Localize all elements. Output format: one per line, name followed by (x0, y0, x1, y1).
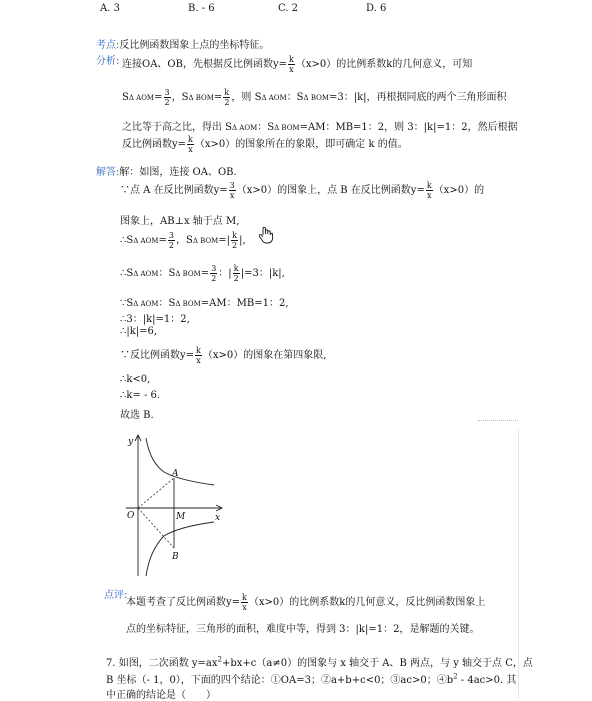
hand-cursor-icon (258, 226, 274, 244)
fraction-k-over-2 (223, 88, 230, 107)
text: ∴S (120, 268, 134, 279)
text: ，S (171, 92, 189, 103)
text: ：S (257, 122, 275, 133)
fenxi-line3 (122, 118, 518, 133)
jieda-line6: ∴3：|k|=1：2, (120, 314, 190, 325)
text: =3：|k|，再根据同底的两个三角形面积 (329, 92, 507, 103)
text: = (154, 92, 163, 103)
curve-lower (146, 522, 214, 576)
kaodian-tag: 考点: (96, 40, 120, 51)
text: +bx+c（a≠0）的图象与 x 轴交于 A、B 两点，与 y 轴交于点 C，点 (222, 658, 533, 669)
text: 7. 如图，二次函数 y=ax (106, 658, 218, 669)
fraction-k-over-x (195, 346, 202, 365)
jieda-line1 (120, 181, 484, 200)
q7-line3: 中正确的结论是（ ） (106, 690, 216, 701)
numerator: k (233, 264, 239, 273)
subscript: Δ BOM (274, 124, 300, 132)
text: =| (218, 235, 231, 246)
numerator: 3 (211, 264, 217, 273)
text: |, (239, 235, 246, 246)
numerator: k (232, 231, 237, 240)
label-o: O (127, 511, 135, 521)
numerator: 3 (164, 88, 170, 97)
fraction-k-over-2 (231, 231, 238, 250)
text: = (213, 92, 223, 103)
denominator: x (289, 65, 294, 74)
superscript: 2 (217, 655, 222, 664)
jieda-line3 (120, 231, 246, 250)
numerator: 3 (168, 231, 174, 240)
numerator: k (242, 593, 247, 602)
fraction-k-over-x (426, 181, 433, 200)
text: （x>0）的图象在第四象限, (202, 350, 327, 361)
subscript: Δ BOM (303, 94, 330, 102)
text: ∴S (120, 235, 134, 246)
jieda-tag: 解答: (96, 167, 120, 178)
fraction-3-over-2 (210, 264, 217, 283)
text: （x>0）的图象上，点 B 在反比例函数y= (236, 185, 425, 196)
numerator: k (426, 181, 432, 190)
fraction-3-over-2 (168, 231, 175, 250)
text: ：S (158, 298, 176, 309)
jieda-line0 (96, 163, 237, 178)
dianping-line2: 点的坐标特征，三角形的面积，难度中等，得到 3：|k|=1：2，是解题的关键。 (126, 624, 480, 635)
text: 之比等于高之比，得出 S (122, 122, 233, 133)
fraction-k-over-2 (233, 264, 240, 283)
subscript: Δ AOM (133, 270, 159, 278)
choice-c: C. 2 (278, 3, 299, 14)
text: ，则 S (231, 92, 262, 103)
hyperbola-figure (116, 432, 226, 580)
denominator: 2 (164, 98, 170, 107)
denominator: x (188, 145, 193, 154)
superscript: 2 (453, 672, 458, 681)
text: ：| (218, 268, 232, 279)
subscript: Δ BOM (175, 300, 201, 308)
text: （x>0）的比例系数k的几何意义，反比例函数图象上 (248, 597, 486, 608)
numerator: k (224, 88, 230, 97)
denominator: 2 (168, 241, 174, 250)
choice-a: A. 3 (100, 3, 120, 14)
dianping-line1 (126, 593, 485, 612)
text: 反比例函数y= (122, 139, 187, 150)
jieda-line7: ∴|k|=6, (120, 326, 158, 337)
jieda-line10: ∴k= - 6. (120, 390, 161, 401)
fraction-k-over-x (187, 135, 194, 154)
curve-upper (146, 438, 214, 485)
fenxi-line2 (122, 88, 507, 107)
text: S (122, 92, 129, 103)
text: =AM：MB=1：2, (200, 298, 289, 309)
text: 解：如图，连接 OA、OB. (119, 167, 237, 178)
fenxi-line4 (122, 135, 408, 154)
text: =AM：MB=1：2，则 3：|k|=1：2，然后根据 (299, 122, 518, 133)
fenxi-tag: 分析: (96, 56, 120, 67)
denominator: x (427, 191, 432, 200)
text: ∵点 A 在反比例函数y= (120, 185, 228, 196)
label-b: B (172, 552, 179, 562)
subscript: Δ AOM (261, 94, 287, 102)
denominator: 2 (233, 274, 239, 283)
segment-oa (138, 478, 174, 508)
text: |=3：|k|, (240, 268, 285, 279)
text: （x>0）的比例系数k的几何意义，可知 (295, 59, 473, 70)
text: ：S (286, 92, 304, 103)
subscript: Δ AOM (133, 300, 159, 308)
label-x: x (215, 513, 221, 523)
fraction-k-over-x (288, 55, 295, 74)
kaodian-text: 反比例函数图象上点的坐标特征。 (119, 40, 270, 51)
text: = (200, 268, 210, 279)
text: （x>0）的图象所在的象限，即可确定 k 的值。 (194, 139, 408, 150)
jieda-line2: 图象上，AB⊥x 轴于点 M, (120, 216, 240, 227)
fenxi-line1 (122, 55, 472, 74)
subscript: Δ AOM (232, 124, 258, 132)
subscript: Δ BOM (192, 237, 219, 245)
numerator: k (196, 346, 201, 355)
denominator: x (196, 356, 201, 365)
label-y: y (128, 437, 134, 447)
jieda-line4 (120, 264, 285, 283)
jieda-line8 (120, 346, 326, 365)
q7-line2 (106, 671, 516, 686)
text: ∵反比例函数y= (120, 350, 195, 361)
subscript: Δ BOM (188, 94, 214, 102)
dianping-tag: 点评: (104, 590, 128, 601)
jieda-line11: 故选 B. (120, 410, 154, 421)
choice-d: D. 6 (366, 3, 387, 14)
denominator: 2 (211, 274, 217, 283)
q7-line1 (106, 654, 533, 669)
denominator: 2 (232, 241, 238, 250)
text: 本题考查了反比例函数y= (126, 597, 241, 608)
text: B 坐标（- 1，0），下面的四个结论：①OA=3；②a+b+c<0；③ac>0；④b (106, 675, 454, 686)
numerator: 3 (229, 181, 235, 190)
text: ，S (175, 235, 193, 246)
numerator: k (289, 55, 294, 64)
label-m: M (176, 512, 186, 522)
choice-b: B. - 6 (188, 3, 215, 14)
subscript: Δ BOM (175, 270, 201, 278)
numerator: k (188, 135, 193, 144)
jieda-line9: ∴k<0, (120, 374, 151, 385)
subscript: Δ AOM (133, 237, 159, 245)
text: （x>0）的 (433, 185, 485, 196)
denominator: x (242, 603, 247, 612)
denominator: 2 (224, 98, 230, 107)
kaodian-line (96, 36, 269, 51)
fraction-3-over-x (229, 181, 236, 200)
divider (478, 420, 518, 421)
text: = (158, 235, 167, 246)
text: - 4ac>0. 其 (457, 675, 517, 686)
fraction-3-over-2 (164, 88, 171, 107)
denominator: x (229, 191, 235, 200)
jieda-line5 (120, 294, 289, 309)
text: ：S (158, 268, 176, 279)
text: ∵S (120, 298, 134, 309)
text: 连接OA、OB，先根据反比例函数y= (122, 59, 287, 70)
subscript: Δ AOM (128, 94, 155, 102)
fraction-k-over-x (241, 593, 248, 612)
segment-ob (138, 508, 174, 548)
label-a: A (172, 469, 179, 479)
